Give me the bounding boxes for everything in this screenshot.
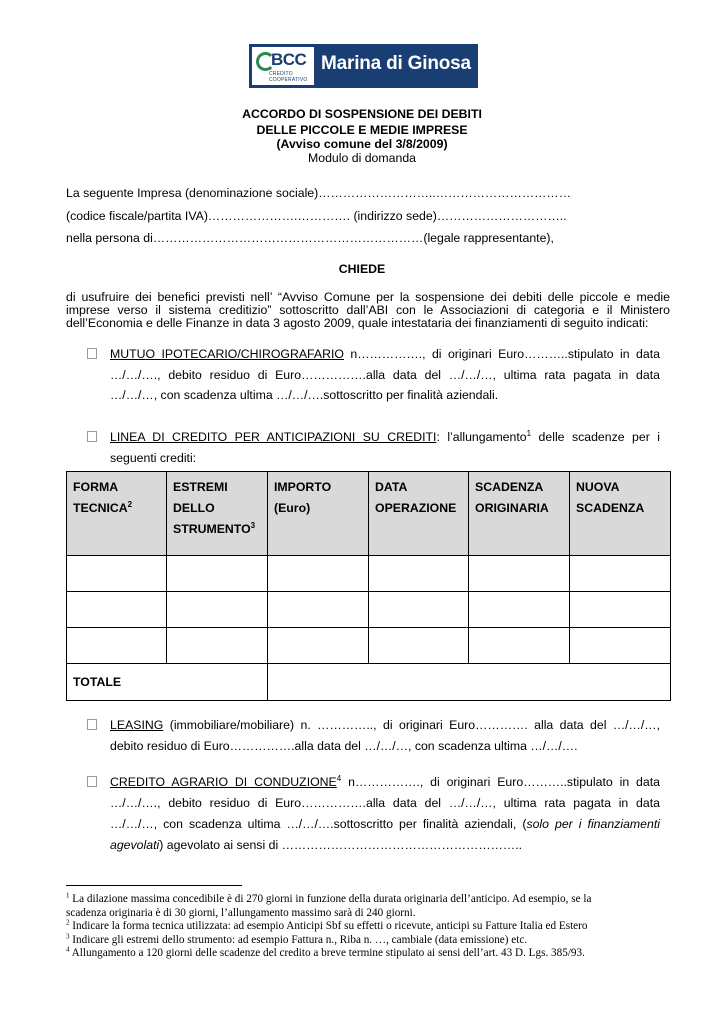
chiede-heading: CHIEDE (338, 262, 386, 276)
mutuo-checkbox[interactable] (87, 348, 97, 359)
mutuo-line2: …/…/…., debito residuo di Euro…………….alla data del …/…/…, ultima rata pagata in data (110, 368, 660, 382)
representative-line: nella persona di…………………………………………………………(legale rappresentante), (66, 231, 554, 245)
logo-brand: BCC (271, 50, 307, 69)
linea-text-a: : l’allungamento (436, 430, 527, 444)
leasing-checkbox[interactable] (87, 719, 97, 730)
agrario-line4: agevolati) agevolato ai sensi di ………………………………………………….. (110, 838, 523, 852)
intro-line1: di usufruire dei benefici previsti nell’ “Avviso Comune per la sospensione dei debiti delle piccole e medie (66, 290, 670, 304)
header-forma-tecnica: FORMA TECNICA$^2$ (67, 472, 167, 556)
table-row (67, 628, 671, 664)
linea-text-b: delle scadenze per i (531, 430, 661, 444)
footnote-ref-4: 4 (336, 773, 342, 783)
table-cell[interactable] (268, 628, 369, 664)
table-cell[interactable] (369, 556, 469, 592)
agrario-line2: …/…/…., debito residuo di Euro…………….alla data del …/…/…, ultima rata pagata in data (110, 796, 660, 810)
table-cell[interactable] (268, 556, 369, 592)
bcc-logo-mark (252, 47, 314, 85)
agrario-checkbox[interactable] (87, 776, 97, 787)
logo-subtitle: CREDITO COOPERATIVO (269, 71, 308, 83)
intro-line2: imprese verso il sistema creditizio” sottoscritto dall’ABI con le Associazioni di categoria e il Ministero (66, 303, 670, 317)
doc-title-line1: ACCORDO DI SOSPENSIONE DEI DEBITI (242, 107, 482, 121)
mutuo-line1-text: n……………., di originari Euro………..stipulato in data (343, 347, 660, 361)
table-total-row (67, 664, 671, 701)
table-cell[interactable] (167, 556, 268, 592)
table-cell[interactable] (570, 628, 671, 664)
leasing-line2: debito residuo di Euro…………….alla data del …/…/…, con scadenza ultima …/…/…. (110, 739, 578, 753)
table-cell[interactable] (469, 556, 570, 592)
total-label: TOTALE (67, 664, 268, 701)
table-cell[interactable] (369, 592, 469, 628)
footnote-3: $^3$ Indicare gli estremi dello strumento: ad esempio Fattura n., Riba n. …, cambiale (data emissione) etc. (66, 932, 528, 946)
tax-id-line: (codice fiscale/partita IVA)………………….…………. (indirizzo sede)………………………….. (66, 209, 567, 223)
linea-line1 (110, 430, 660, 444)
footnote-4: $^4$ Allungamento a 120 giorni delle scadenze del credito a breve termine stipulato ai sensi dell’art. 43 D. Lgs. 385/93. (66, 945, 585, 959)
linea-line2: seguenti crediti: (110, 451, 197, 465)
table-cell[interactable] (570, 592, 671, 628)
agrario-line3: …/…/…, con scadenza ultima …/…/….sottoscritto per finalità aziendali, (solo per i finanziamenti (110, 817, 660, 831)
table-cell[interactable] (67, 592, 167, 628)
leasing-title: LEASING (110, 718, 164, 732)
mutuo-title: MUTUO IPOTECARIO/CHIROGRAFARIO (110, 347, 344, 361)
leasing-line1 (110, 718, 660, 732)
agrario-line1-text: n……………., di originari Euro………..stipulato in data (341, 775, 660, 789)
header-importo: IMPORTO (Euro) (268, 472, 369, 556)
table-cell[interactable] (469, 592, 570, 628)
doc-title-line3: (Avviso comune del 3/8/2009) (276, 137, 448, 151)
intro-line3: dell’Economia e delle Finanze in data 3 agosto 2009, quale intestataria dei finanziamenti di seguito indicati: (66, 316, 649, 330)
table-cell[interactable] (167, 592, 268, 628)
table-cell[interactable] (469, 628, 570, 664)
footnote-1: $^1$ La dilazione massima concedibile è di 270 giorni in funzione della durata originaria dell’anticipo. Ad esempio, se la (66, 891, 592, 905)
table-cell[interactable] (570, 556, 671, 592)
table-row (67, 556, 671, 592)
footnote-2: $^2$ Indicare la forma tecnica utilizzata: ad esempio Anticipi Sbf su effetti o ricevute, anticipi su Fatture Italia ed Estero (66, 918, 588, 932)
table-cell[interactable] (167, 628, 268, 664)
linea-checkbox[interactable] (87, 431, 97, 442)
table-cell[interactable] (369, 628, 469, 664)
table-cell[interactable] (67, 628, 167, 664)
header-scadenza-originaria: SCADENZA ORIGINARIA (469, 472, 570, 556)
total-value-cell[interactable] (268, 664, 671, 701)
header-data-operazione: DATA OPERAZIONE (369, 472, 469, 556)
mutuo-line3: …/…/…, con scadenza ultima …/…/….sottoscritto per finalità aziendali. (110, 388, 499, 402)
footnote-ref-1: 1 (526, 428, 532, 438)
mutuo-line1 (110, 347, 660, 361)
bank-logo (249, 44, 478, 88)
doc-subtitle: Modulo di domanda (307, 151, 416, 165)
table-cell[interactable] (268, 592, 369, 628)
credits-table (66, 471, 671, 701)
footnote-divider (66, 885, 242, 886)
table-row (67, 592, 671, 628)
table-cell[interactable] (67, 556, 167, 592)
leasing-line1-text: (immobiliare/mobiliare) n. ………….., di originari Euro…………. alla data del …/…/…, (163, 718, 660, 732)
doc-title-line2: DELLE PICCOLE E MEDIE IMPRESE (256, 123, 468, 137)
footnote-1-cont: scadenza originaria è di 30 giorni, l’allungamento massimo sarà di 240 giorni. (66, 907, 416, 919)
logo-name: Marina di Ginosa (321, 53, 471, 74)
table-header-row (67, 472, 671, 556)
agrario-line1 (110, 775, 660, 789)
agrario-title: CREDITO AGRARIO DI CONDUZIONE (110, 775, 337, 789)
company-name-line: La seguente Impresa (denominazione sociale)………………………..…………………………… (66, 186, 572, 200)
linea-title: LINEA DI CREDITO PER ANTICIPAZIONI SU CREDITI (110, 430, 437, 444)
header-estremi-strumento: ESTREMI DELLO STRUMENTO$^3$ (167, 472, 268, 556)
header-nuova-scadenza: NUOVA SCADENZA (570, 472, 671, 556)
